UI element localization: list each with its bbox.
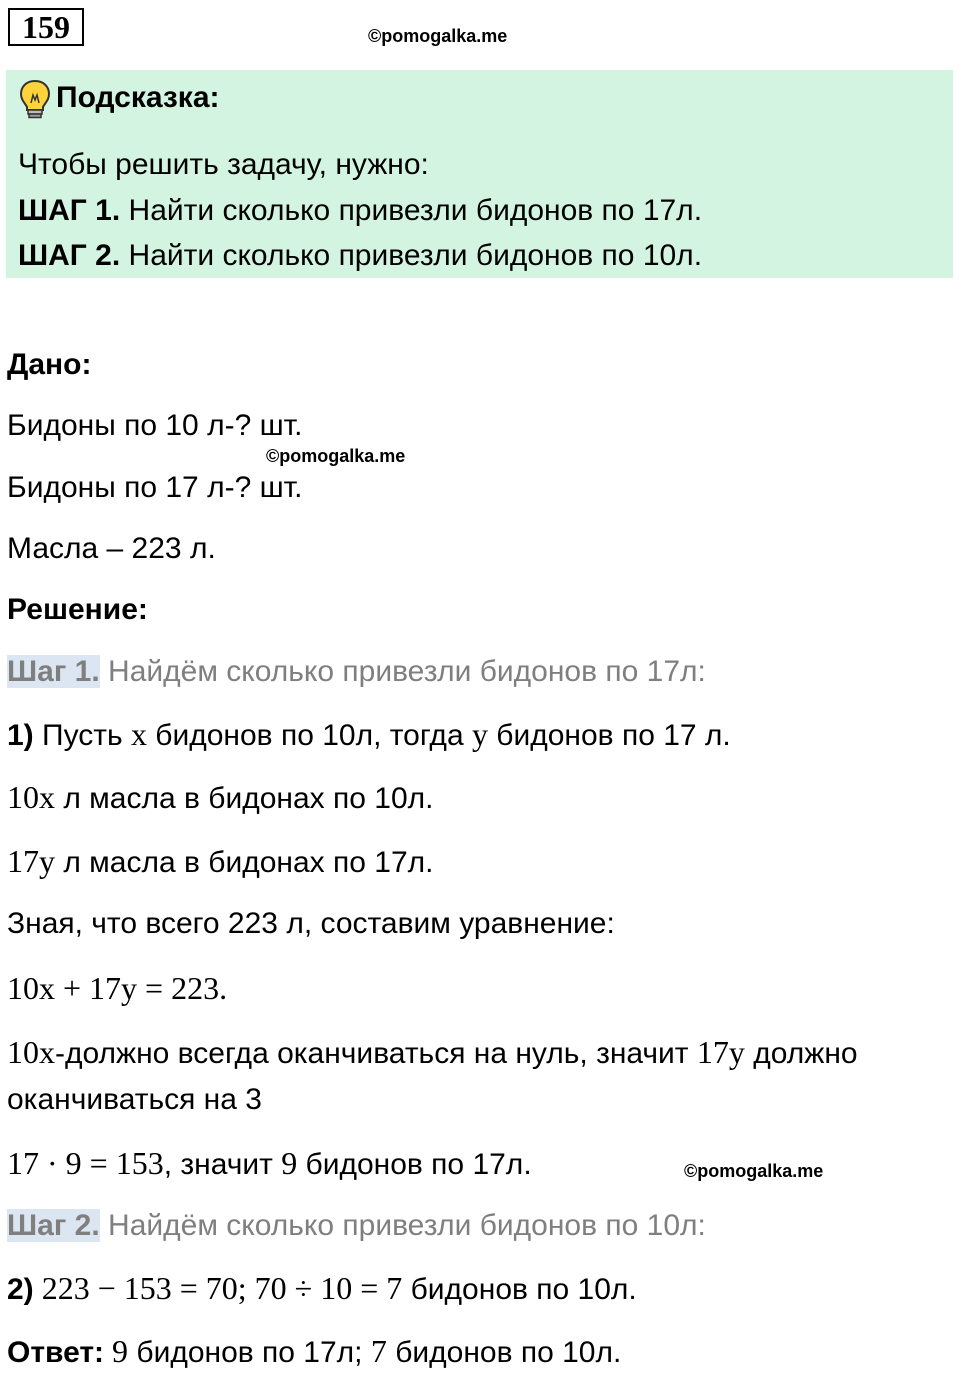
line-2-text: л масла в бидонах по 10л. <box>55 782 434 815</box>
line-1-text-a: Пусть <box>33 719 131 752</box>
line-7-math-1: 17 · 9 = 153 <box>7 1145 164 1181</box>
hint-step-2-text: Найти сколько привезли бидонов по 10л. <box>120 239 703 272</box>
line-7-math-2: 9 <box>281 1145 298 1181</box>
line-6-text-2: должно <box>744 1037 858 1070</box>
lightbulb-icon <box>18 78 52 120</box>
hint-step-2-label: ШАГ 2. <box>18 239 121 272</box>
hint-step-1-text: Найти сколько привезли бидонов по 17л. <box>120 194 703 227</box>
line-1-var-x: x <box>130 716 147 752</box>
solution-line-3 <box>7 843 433 881</box>
line-8-math: 223 − 153 = 70; 70 ÷ 10 = 7 <box>33 1270 403 1306</box>
line-6-math-1: 10x <box>7 1034 55 1070</box>
line-3-text: л масла в бидонах по 17л. <box>55 846 434 879</box>
step-1-label: Шаг 1. <box>7 655 100 688</box>
answer-math-2: 7 <box>370 1333 387 1369</box>
step-2-label: Шаг 2. <box>7 1209 100 1242</box>
answer-text-2: бидонов по 10л. <box>386 1336 622 1369</box>
line-1-number: 1) <box>7 719 34 752</box>
line-2-math: 10x <box>7 779 55 815</box>
solution-line-6b: оканчиваться на 3 <box>7 1083 262 1116</box>
step-2-heading <box>7 1208 706 1244</box>
hint-intro: Чтобы решить задачу, нужно: <box>18 148 429 181</box>
line-6-math-2: 17y <box>696 1034 745 1070</box>
watermark-middle: ©pomogalka.me <box>266 446 406 466</box>
line-7-text-2: бидонов по 17л. <box>297 1148 532 1181</box>
solution-line-1 <box>7 716 731 754</box>
line-8-text: бидонов по 10л. <box>402 1273 637 1306</box>
line-6-text-1: -должно всегда оканчиваться на нуль, значит <box>55 1037 697 1070</box>
given-title: Дано: <box>7 348 92 381</box>
solution-line-8 <box>7 1270 637 1308</box>
solution-line-2 <box>7 779 433 817</box>
task-number: 159 <box>8 8 84 46</box>
given-line-2: Бидоны по 17 л-? шт. <box>7 471 303 504</box>
hint-step-2 <box>18 238 702 274</box>
solution-line-7 <box>7 1145 532 1183</box>
line-3-math: 17y <box>7 843 55 879</box>
solution-line-6 <box>7 1034 858 1072</box>
watermark-top: ©pomogalka.me <box>368 26 508 46</box>
solution-line-4: Зная, что всего 223 л, составим уравнение: <box>7 907 615 940</box>
hint-title: Подсказка: <box>56 81 220 114</box>
hint-step-1-label: ШАГ 1. <box>18 194 121 227</box>
step-2-text: Найдём сколько привезли бидонов по 10л: <box>99 1209 706 1242</box>
step-1-heading <box>7 654 706 690</box>
answer-text-1: бидонов по 17л; <box>128 1336 371 1369</box>
line-1-var-y: y <box>471 716 488 752</box>
solution-title: Решение: <box>7 593 148 626</box>
equation: 10x + 17y = 223. <box>7 970 228 1006</box>
line-1-text-b: бидонов по 10л, тогда <box>146 719 472 752</box>
hint-step-1 <box>18 193 702 229</box>
answer-line <box>7 1333 621 1371</box>
given-line-3: Масла – 223 л. <box>7 532 216 565</box>
line-8-number: 2) <box>7 1273 34 1306</box>
step-1-text: Найдём сколько привезли бидонов по 17л: <box>99 655 706 688</box>
watermark-bottom: ©pomogalka.me <box>684 1161 824 1181</box>
given-line-1: Бидоны по 10 л-? шт. <box>7 409 303 442</box>
line-7-text-1: , значит <box>163 1148 282 1181</box>
line-1-text-c: бидонов по 17 л. <box>487 719 731 752</box>
answer-label: Ответ: <box>7 1336 105 1369</box>
answer-math-1: 9 <box>104 1333 129 1369</box>
